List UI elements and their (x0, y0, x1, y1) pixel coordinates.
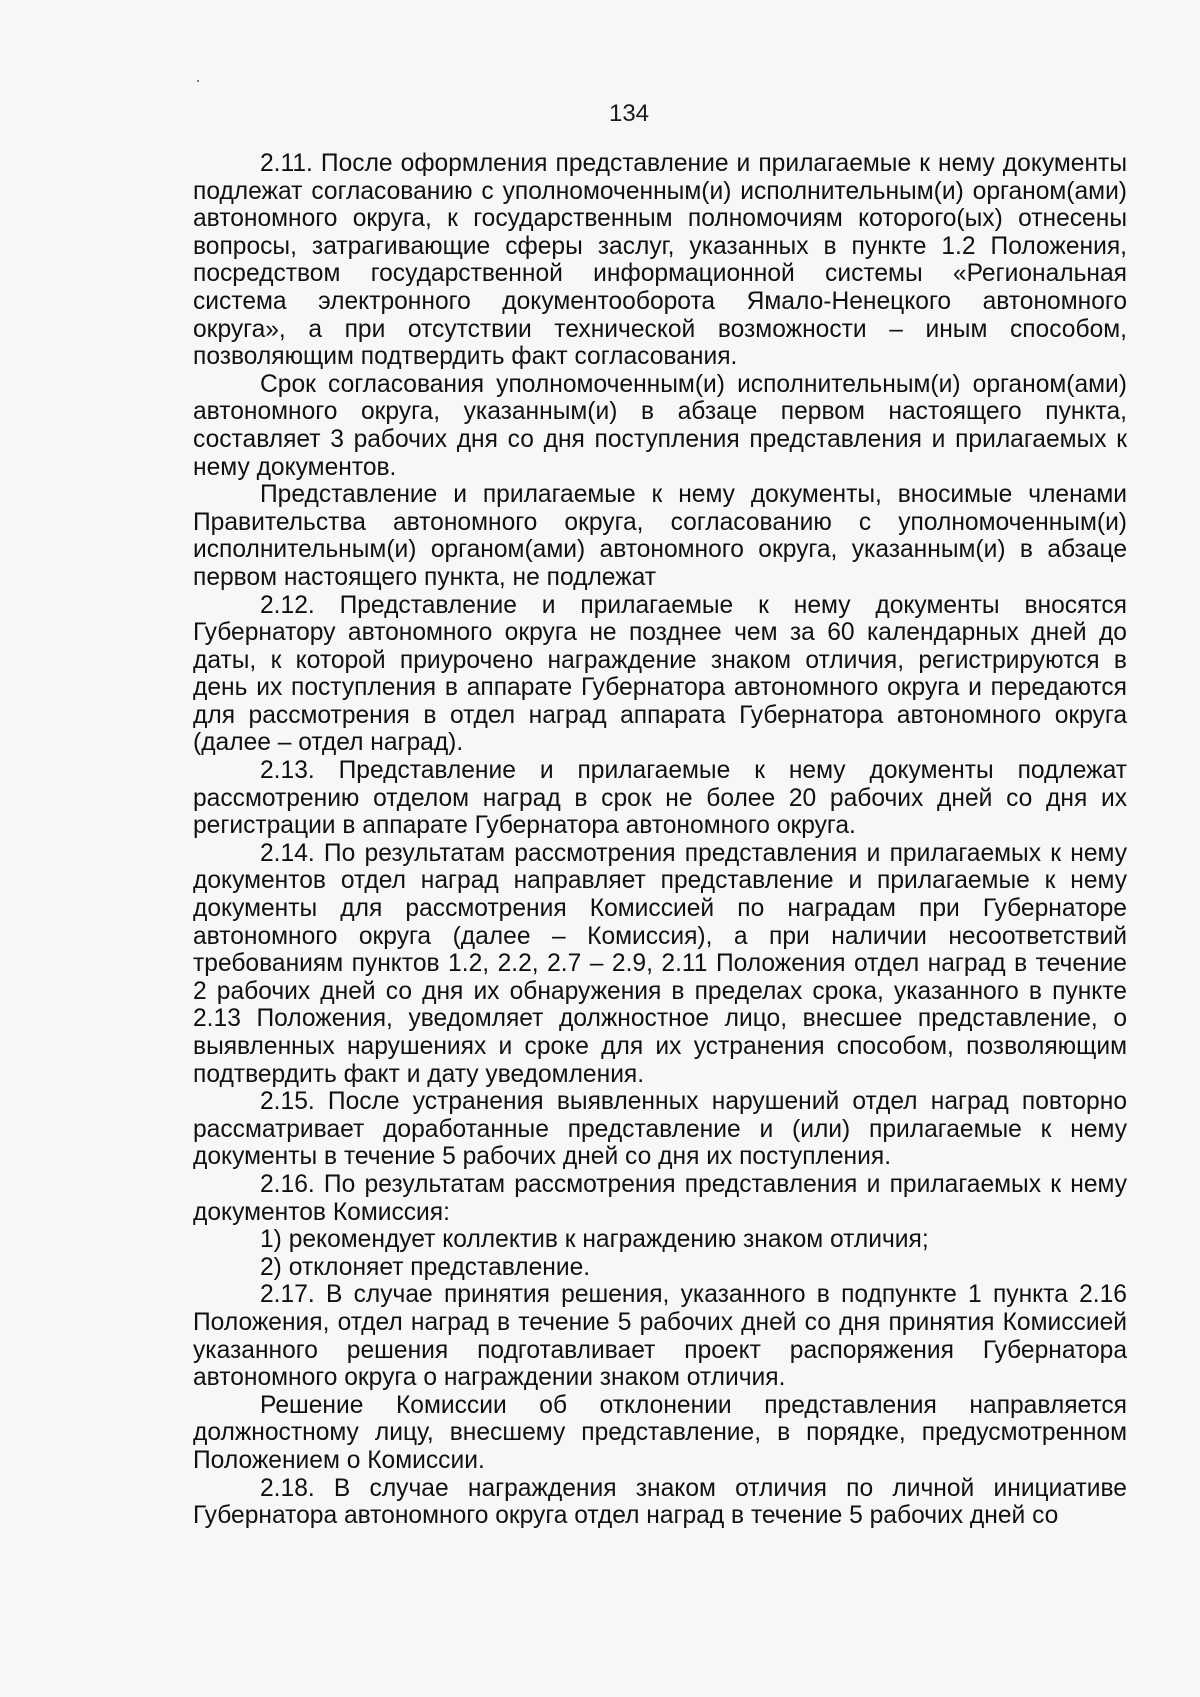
paragraph-2-18: 2.18. В случае награждения знаком отличия по личной инициативе Губернатора автономного округа отдел наград в течение 5 рабочих дней со (193, 1474, 1127, 1530)
list-item-reject: 2) отклоняет представление. (260, 1253, 591, 1281)
paragraph-2-14: 2.14. По результатам рассмотрения представления и прилагаемых к нему документов отдел наград направляет представление и прилагаемые к нему документы для рассмотрения Комиссией по наградам при Губернаторе автономного округа (далее – Комиссия), а при наличии несоответствий требованиям пунктов 1.2, 2.2, 2.7 – 2.9, 2.11 Положения отдел наград в течение 2 рабочих дней со дня их обнаружения в пределах срока, указанного в пункте 2.13 Положения, уведомляет должностное лицо, внесшее представление, о выявленных нарушениях и сроке для их устранения способом, позволяющим подтвердить факт и дату уведомления. (193, 839, 1127, 1088)
paragraph-2-15: 2.15. После устранения выявленных нарушений отдел наград повторно рассматривает доработанные представление и (или) прилагаемые к нему документы в течение 5 рабочих дней со дня их поступления. (193, 1088, 1127, 1171)
paragraph-2-12: 2.12. Представление и прилагаемые к нему документы вносятся Губернатору автономного округа не позднее чем за 60 календарных дней до даты, к которой приурочено награждение знаком отличия, регистрируются в день их поступления в аппарате Губернатора автономного округа и передаются для рассмотрения в отдел наград аппарата Губернатора автономного округа (далее – отдел наград). (193, 591, 1127, 757)
scan-speck (197, 80, 199, 82)
paragraph-2-13: 2.13. Представление и прилагаемые к нему документы подлежат рассмотрению отделом наград в срок не более 20 рабочих дней со дня их регистрации в аппарате Губернатора автономного округа. (193, 757, 1127, 840)
paragraph-2-16: 2.16. По результатам рассмотрения представления и прилагаемых к нему документов Комиссия: (193, 1170, 1127, 1226)
paragraph-rejection-decision: Решение Комиссии об отклонении представления направляется должностному лицу, внесшему представление, в порядке, предусмотренном Положением о Комиссии. (193, 1391, 1127, 1474)
document-body (193, 150, 1127, 1530)
paragraph-2-11: 2.11. После оформления представление и прилагаемые к нему документы подлежат согласованию с уполномоченным(и) исполнительным(и) органом(ами) автономного округа, к государственным полномочиям которого(ых) отнесены вопросы, затрагивающие сферы заслуг, указанных в пункте 1.2 Положения, посредством государственной информационной системы «Региональная система электронного документооборота Ямало-Ненецкого автономного округа», а при отсутствии технической возможности – иным способом, позволяющим подтвердить факт согласования. (193, 150, 1127, 371)
paragraph-2-17: 2.17. В случае принятия решения, указанного в подпункте 1 пункта 2.16 Положения, отдел наград в течение 5 рабочих дней со дня принятия Комиссией указанного решения подготавливает проект распоряжения Губернатора автономного округа о награждении знаком отличия. (193, 1281, 1127, 1392)
paragraph-approval-term: Срок согласования уполномоченным(и) исполнительным(и) органом(ами) автономного округа, указанным(и) в абзаце первом настоящего пункта, составляет 3 рабочих дня со дня поступления представления и прилагаемых к нему документов. (193, 370, 1127, 481)
page-number: 134 (608, 100, 650, 127)
list-item-recommend: 1) рекомендует коллектив к награждению знаком отличия; (260, 1226, 929, 1254)
paragraph-government-members: Представление и прилагаемые к нему документы, вносимые членами Правительства автономного округа, согласованию с уполномоченным(и) исполнительным(и) органом(ами) автономного округа, указанным(и) в абзаце первом настоящего пункта, не подлежат (193, 481, 1127, 591)
